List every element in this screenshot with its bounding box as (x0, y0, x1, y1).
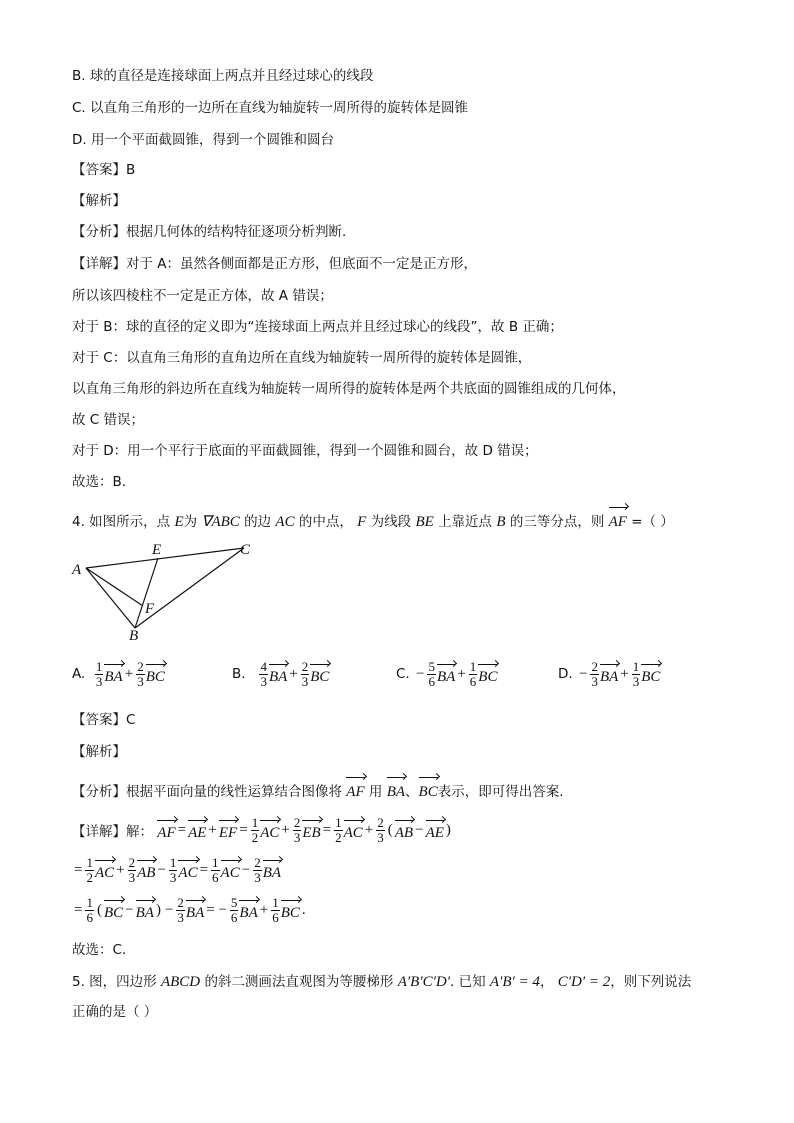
paren: ( (96, 901, 102, 918)
q3-option-c: C. 以直角三角形的一边所在直线为轴旋转一周所得的旋转体是圆锥 (72, 100, 469, 116)
quad-abcd: ABCD (160, 974, 201, 990)
denominator: 3 (137, 673, 144, 689)
q3-detail-line-6: 故 C 错误； (72, 412, 145, 428)
denominator: 6 (212, 869, 219, 885)
vector: AC (260, 819, 279, 842)
operator: − (157, 861, 166, 878)
q4-option-b[interactable] (232, 656, 329, 692)
denominator: 2 (335, 829, 342, 845)
vector-ba: BA (104, 663, 122, 686)
triangle-abc: ∇ABC (201, 514, 240, 530)
fraction (632, 660, 641, 689)
operator: + (208, 821, 217, 838)
vector: BA (263, 859, 281, 882)
operator: = (239, 821, 248, 838)
answer-value: B (126, 162, 136, 178)
vector: AC (344, 819, 363, 842)
denominator: 3 (169, 869, 177, 885)
q3-answer (72, 160, 135, 180)
fraction (334, 816, 343, 845)
fraction (376, 816, 385, 845)
q4-choose: 故选：C. (72, 942, 127, 958)
q3-detail-line-1 (72, 254, 477, 274)
numerator: 1 (212, 854, 219, 870)
numerator: 2 (177, 894, 184, 910)
vector-bc: BC (478, 663, 497, 686)
q4-fenxi (72, 776, 564, 802)
answer-label: 【答案】 (72, 712, 126, 728)
vector-ba: BA (600, 663, 618, 686)
numerator: 2 (137, 658, 144, 674)
vector: AB (395, 819, 413, 842)
stem-text: 的斜二测画法直观图为等腰梯形 (204, 974, 394, 990)
fraction (259, 660, 268, 689)
label-a: A (72, 562, 82, 578)
paren: ( (387, 821, 393, 838)
stem-text: =（ ） (631, 514, 674, 530)
numerator: 2 (293, 814, 301, 830)
vector: BA (239, 899, 257, 922)
q4-derivation-row-1 (72, 812, 453, 848)
numerator: 1 (335, 814, 342, 830)
numerator: 2 (377, 814, 384, 830)
numerator: 5 (428, 658, 435, 674)
answer-label: 【答案】 (72, 162, 126, 178)
fraction (590, 660, 599, 689)
q3-analysis-label: 【解析】 (72, 193, 126, 209)
vector: AC (178, 859, 197, 882)
q4-derivation-row-2 (72, 852, 281, 888)
denominator: 3 (591, 673, 598, 689)
numerator: 5 (230, 894, 238, 910)
operator: + (281, 821, 290, 838)
fraction (95, 660, 104, 689)
period: . (301, 901, 306, 918)
denominator: 3 (301, 673, 309, 689)
numerator: 1 (272, 894, 279, 910)
fenxi-text: 、 (405, 784, 419, 800)
segment-be: BE (415, 514, 434, 530)
q4-option-a[interactable] (72, 656, 165, 692)
denominator: 6 (469, 673, 477, 689)
operator: + (116, 861, 125, 878)
stem-text: 的边 (244, 514, 272, 530)
stem-text: 4. 如图所示，点 (72, 514, 171, 530)
numerator: 1 (169, 854, 177, 870)
q3-detail-line-5: 以直角三角形的斜边所在直线为轴旋转一周所得的旋转体是两个共底面的圆锥组成的几何体， (72, 381, 626, 397)
operator: + (289, 665, 298, 682)
denominator: 6 (428, 673, 435, 689)
operator: − (241, 861, 251, 878)
vector-bc: BC (641, 663, 660, 686)
option-label: C. (396, 666, 410, 682)
q4-answer (72, 710, 135, 730)
q3-fenxi (72, 222, 346, 242)
denominator: 3 (254, 869, 261, 885)
stem-text: 的中点， (298, 514, 353, 530)
fraction (128, 856, 137, 885)
fraction (85, 856, 94, 885)
stem-text: ， (539, 974, 554, 990)
q4-analysis-label: 【解析】 (72, 744, 126, 760)
vector: AB (137, 859, 155, 882)
operator: = (199, 861, 209, 878)
vector: AC (95, 859, 114, 882)
paren: ) (155, 901, 161, 918)
stem-text: . 已知 (450, 974, 486, 990)
numerator: 1 (251, 814, 259, 830)
vector-af: AF (609, 506, 627, 532)
denominator: 3 (632, 673, 640, 689)
point-e: E (174, 514, 184, 530)
fraction (253, 856, 262, 885)
sign: − (578, 665, 588, 682)
fenxi-text: 根据平面向量的线性运算结合图像将 (126, 784, 342, 800)
option-label: B. (232, 666, 246, 682)
operator: + (259, 901, 269, 918)
vector: AE (188, 819, 206, 842)
vector: AC (221, 859, 240, 882)
denominator: 3 (128, 869, 136, 885)
label-b: B (129, 628, 139, 644)
vector: BA (136, 899, 154, 922)
q3-option-b: B. 球的直径是连接球面上两点并且经过球心的线段 (72, 68, 374, 84)
q3-detail-line-3: 对于 B：球的直径的定义即为“连接球面上两点并且经过球心的线段”，故 B 正确； (72, 319, 563, 335)
fraction (211, 856, 220, 885)
fenxi-text: 表示，即可得出答案. (437, 784, 564, 800)
numerator: 1 (469, 658, 477, 674)
operator: = (74, 861, 83, 878)
denominator: 3 (177, 909, 184, 925)
operator: = (322, 821, 332, 838)
numerator: 1 (95, 658, 103, 674)
fraction (176, 896, 185, 925)
denominator: 6 (86, 909, 93, 925)
fenxi-label: 【分析】 (72, 224, 126, 240)
option-label: A. (72, 666, 86, 682)
equation-cd: C′D′ = 2 (557, 974, 611, 990)
label-f: F (145, 601, 155, 617)
denominator: 3 (260, 673, 267, 689)
stem-text: ，则下列说法 (610, 974, 692, 990)
numerator: 2 (301, 658, 309, 674)
numerator: 4 (260, 658, 267, 674)
option-label: D. (558, 666, 573, 682)
vector-bc: BC (146, 663, 165, 686)
operator: + (124, 665, 134, 682)
segment-ac: AC (275, 514, 295, 530)
vector-bc: BC (419, 776, 438, 802)
paren: ) (445, 821, 451, 838)
vector: EB (302, 819, 320, 842)
vector: BC (104, 899, 123, 922)
stem-text: 5. 图，四边形 (72, 974, 157, 990)
q4-option-d[interactable] (558, 656, 660, 692)
vector-ba: BA (437, 663, 455, 686)
stem-text: 上靠近点 (438, 514, 493, 530)
operator: = (74, 901, 83, 918)
q3-detail-line-2: 所以该四棱柱不一定是正方体，故 A 错误； (72, 288, 333, 304)
fraction (293, 816, 302, 845)
q5-stem-line-1 (72, 972, 691, 992)
equation-ab: A′B′ = 4 (489, 974, 540, 990)
stem-text: 的三等分点，则 (509, 514, 605, 530)
fraction (136, 660, 145, 689)
operator: + (457, 665, 466, 682)
vector: BA (186, 899, 204, 922)
q3-detail-line-7: 对于 D：用一个平行于底面的平面截圆锥，得到一个圆锥和圆台，故 D 错误； (72, 443, 538, 459)
fenxi-label: 【分析】 (72, 784, 126, 800)
numerator: 1 (86, 894, 93, 910)
vector-ba: BA (269, 663, 287, 686)
vector: AF (157, 819, 175, 842)
fraction (469, 660, 478, 689)
vector-af: AF (346, 776, 364, 802)
stem-text: 为 (183, 514, 198, 530)
label-e: E (152, 542, 162, 558)
q4-option-c[interactable] (396, 656, 497, 692)
q3-detail-line-4: 对于 C：以直角三角形的直角边所在直线为轴旋转一周所得的旋转体是圆锥， (72, 350, 532, 366)
fraction (230, 896, 239, 925)
operator: = − (206, 901, 227, 918)
numerator: 1 (86, 854, 93, 870)
detail-text: 解： (126, 824, 153, 840)
operator: = (177, 821, 187, 838)
fraction (271, 896, 280, 925)
detail-text: 对于 A：虽然各侧面都是正方形，但底面不一定是正方形， (126, 256, 478, 272)
numerator: 2 (128, 854, 136, 870)
vector-ba: BA (387, 776, 405, 802)
segment-af-line (86, 568, 143, 606)
sign: − (416, 665, 425, 682)
q3-choose: 故选：B. (72, 474, 127, 490)
fraction (301, 660, 310, 689)
numerator: 1 (632, 658, 640, 674)
point-b: B (496, 514, 506, 530)
denominator: 6 (272, 909, 279, 925)
label-c: C (240, 542, 251, 558)
operator: + (364, 821, 374, 838)
fraction (251, 816, 260, 845)
stem-text: 为线段 (370, 514, 412, 530)
denominator: 3 (293, 829, 301, 845)
fraction (85, 896, 94, 925)
fenxi-text: 用 (368, 784, 383, 800)
detail-label: 【详解】 (72, 256, 126, 272)
fenxi-text: 根据几何体的结构特征逐项分析判断. (126, 224, 347, 240)
answer-value: C (126, 712, 136, 728)
numerator: 2 (254, 854, 261, 870)
vector: AE (426, 819, 444, 842)
denominator: 3 (377, 829, 384, 845)
vector: EF (219, 819, 237, 842)
operator: − (415, 821, 424, 838)
detail-label: 【详解】 (72, 824, 126, 840)
denominator: 2 (251, 829, 259, 845)
denominator: 2 (86, 869, 93, 885)
q4-derivation-row-3 (72, 892, 308, 928)
denominator: 3 (95, 673, 103, 689)
q4-stem (72, 506, 674, 532)
point-f: F (357, 514, 367, 530)
operator: − (125, 901, 134, 918)
trapezoid: A′B′C′D′ (397, 974, 451, 990)
triangle-figure (66, 536, 266, 646)
fraction (169, 856, 178, 885)
segment-be-line (135, 558, 158, 628)
vector-bc: BC (310, 663, 329, 686)
numerator: 2 (591, 658, 598, 674)
operator: + (620, 665, 629, 682)
denominator: 6 (230, 909, 238, 925)
operator: − (164, 901, 174, 918)
q5-stem-line-2: 正确的是（ ） (72, 1004, 158, 1020)
q3-option-d: D. 用一个平面截圆锥，得到一个圆锥和圆台 (72, 132, 334, 148)
fraction (427, 660, 436, 689)
edge-ab (86, 568, 135, 628)
vector: BC (281, 899, 300, 922)
